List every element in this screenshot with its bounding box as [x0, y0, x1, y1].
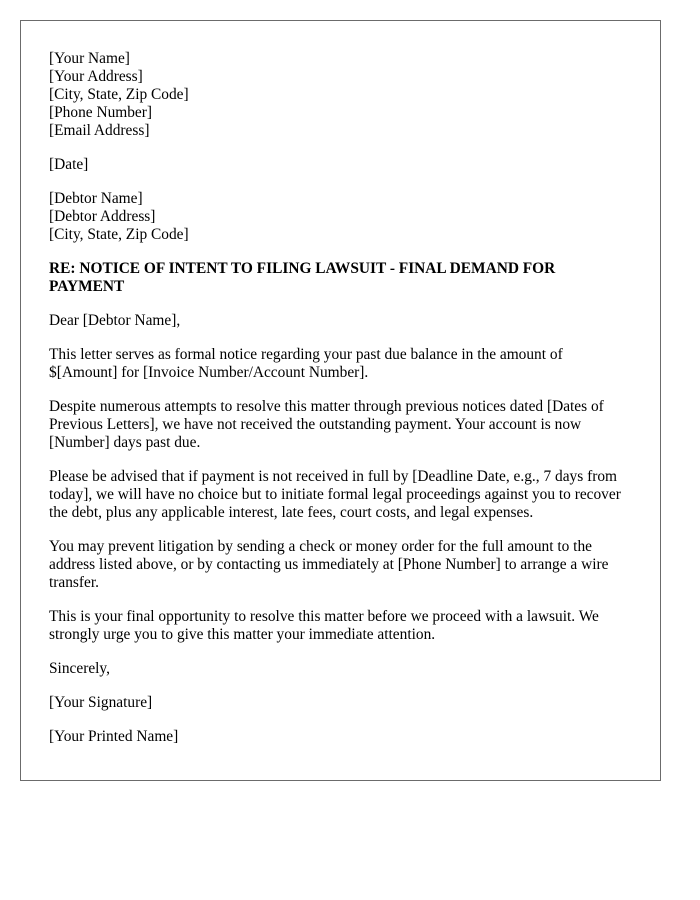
sender-city-state-zip: [City, State, Zip Code] [49, 86, 189, 103]
sender-block [49, 50, 632, 140]
recipient-address: [Debtor Address] [49, 208, 156, 225]
recipient-city-state-zip: [City, State, Zip Code] [49, 226, 189, 243]
signature-placeholder: [Your Signature] [49, 694, 153, 711]
closing: Sincerely, [49, 660, 110, 677]
body-paragraph-5: This is your final opportunity to resolve this matter before we proceed with a lawsuit. We strongly urge you to give this matter your immediate attention. [49, 608, 599, 643]
body-paragraph-1: This letter serves as formal notice regarding your past due balance in the amount of $[Amount] for [Invoice Number/Account Number]. [49, 346, 563, 381]
sender-phone: [Phone Number] [49, 104, 153, 121]
letter-page [20, 20, 661, 781]
date-block [49, 156, 632, 174]
letter-date: [Date] [49, 156, 89, 173]
body-paragraph-4: You may prevent litigation by sending a check or money order for the full amount to the address listed above, or by contacting us immediately at [Phone Number] to arrange a wire transfer. [49, 538, 609, 591]
recipient-name: [Debtor Name] [49, 190, 143, 207]
recipient-block [49, 190, 632, 244]
body-paragraph-2: Despite numerous attempts to resolve this matter through previous notices dated [Dates of Previous Letters], we have not received the outstanding payment. Your account is now [Number] days past due. [49, 398, 604, 451]
sender-email: [Email Address] [49, 122, 150, 139]
sender-address: [Your Address] [49, 68, 143, 85]
salutation: Dear [Debtor Name], [49, 312, 181, 329]
printed-name: [Your Printed Name] [49, 728, 179, 745]
body-paragraph-3: Please be advised that if payment is not received in full by [Deadline Date, e.g., 7 days from today], we will have no choice but to initiate formal legal proceedings against you to recover the debt, plus any applicable interest, late fees, court costs, and legal expenses. [49, 468, 621, 521]
subject-line: RE: NOTICE OF INTENT TO FILING LAWSUIT - FINAL DEMAND FOR PAYMENT [49, 260, 556, 295]
sender-name: [Your Name] [49, 50, 130, 67]
